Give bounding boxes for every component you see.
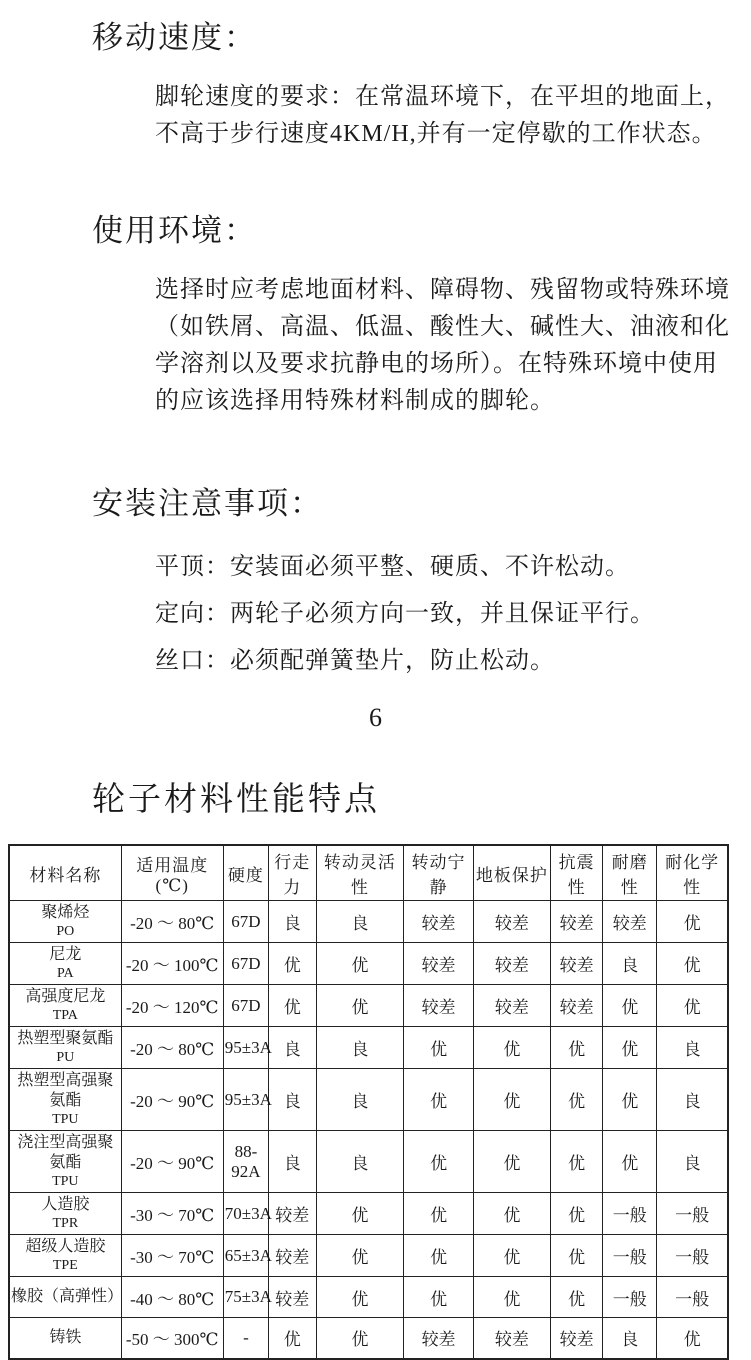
- material-code: PO: [56, 924, 75, 939]
- column-header: 材料名称: [9, 845, 121, 901]
- table-row: [9, 1235, 728, 1277]
- rating-cell: 优: [269, 1318, 316, 1359]
- rating-cell: 优: [269, 985, 316, 1027]
- table-row: [9, 1277, 728, 1318]
- rating-cell: 优: [404, 1131, 474, 1193]
- rating-cell: 优: [473, 1069, 550, 1131]
- rating-cell: 优: [657, 943, 728, 985]
- temperature-cell: -50 ～ 300℃: [121, 1318, 223, 1359]
- temperature-cell: -20 ～ 90℃: [121, 1069, 223, 1131]
- rating-cell: 优: [404, 1277, 474, 1318]
- material-name: 铸铁: [49, 1328, 82, 1346]
- rating-cell: 较差: [473, 943, 550, 985]
- material-name: 热塑型高强聚氨酯: [17, 1072, 114, 1109]
- column-header: 适用温度(℃): [121, 845, 223, 901]
- rating-cell: 较差: [404, 1318, 474, 1359]
- material-code: TPE: [52, 1258, 78, 1273]
- rating-cell: 较差: [550, 1318, 602, 1359]
- rating-cell: 优: [473, 1131, 550, 1193]
- material-name-cell: [9, 943, 121, 985]
- section-usage-environment: [0, 205, 751, 420]
- section-heading-moving-speed: 移动速度：: [92, 20, 257, 55]
- rating-cell: 较差: [404, 985, 474, 1027]
- rating-cell: 较差: [269, 1193, 316, 1235]
- rating-cell: 较差: [473, 985, 550, 1027]
- rating-cell: 一般: [657, 1193, 728, 1235]
- rating-cell: 一般: [657, 1277, 728, 1318]
- rating-cell: 优: [550, 1069, 602, 1131]
- hardness-cell: 75±3A: [223, 1277, 268, 1318]
- rating-cell: 良: [269, 901, 316, 943]
- rating-cell: 优: [473, 1277, 550, 1318]
- material-name-cell: [9, 1318, 121, 1359]
- rating-cell: 优: [550, 1131, 602, 1193]
- table-row: [9, 1069, 728, 1131]
- usage-environment-paragraph: 选择时应考虑地面材料、障碍物、残留物或特殊环境（如铁屑、高温、低温、酸性大、碱性大、油液和化学溶剂以及要求抗静电的场所）。在特殊环境中使用的应该选择用特殊材料制成的脚轮。: [155, 277, 730, 414]
- temperature-cell: -40 ～ 80℃: [121, 1277, 223, 1318]
- temperature-cell: -20 ～ 80℃: [121, 901, 223, 943]
- hardness-cell: 67D: [223, 943, 268, 985]
- material-name: 高强度尼龙: [25, 988, 106, 1005]
- rating-cell: 较差: [269, 1235, 316, 1277]
- temperature-cell: -20 ～ 90℃: [121, 1131, 223, 1193]
- rating-cell: 优: [657, 1318, 728, 1359]
- moving-speed-paragraph: 脚轮速度的要求：在常温环境下，在平坦的地面上，不高于步行速度4KM/H,并有一定停歇的工作状态。: [155, 84, 730, 147]
- material-name: 人造胶: [41, 1196, 90, 1213]
- rating-cell: 良: [657, 1069, 728, 1131]
- rating-cell: 较差: [550, 943, 602, 985]
- temperature-cell: -30 ～ 70℃: [121, 1193, 223, 1235]
- rating-cell: 优: [316, 943, 404, 985]
- rating-cell: 良: [316, 1069, 404, 1131]
- page-number: 6: [369, 703, 382, 732]
- rating-cell: 良: [603, 943, 657, 985]
- rating-cell: 较差: [404, 943, 474, 985]
- rating-cell: 优: [316, 1277, 404, 1318]
- column-header: 地板保护: [473, 845, 550, 901]
- rating-cell: 良: [657, 1131, 728, 1193]
- material-name-cell: [9, 1193, 121, 1235]
- rating-cell: 优: [404, 1069, 474, 1131]
- rating-cell: 优: [657, 901, 728, 943]
- table-row: [9, 901, 728, 943]
- rating-cell: 良: [316, 901, 404, 943]
- rating-cell: 一般: [603, 1277, 657, 1318]
- section-moving-speed: [0, 12, 751, 153]
- rating-cell: 优: [404, 1027, 474, 1069]
- section-heading-installation-notes: 安装注意事项：: [92, 486, 323, 521]
- rating-cell: 优: [404, 1193, 474, 1235]
- temperature-cell: -20 ～ 80℃: [121, 1027, 223, 1069]
- material-name-cell: [9, 1277, 124, 1318]
- rating-cell: 一般: [603, 1235, 657, 1277]
- rating-cell: 良: [603, 1318, 657, 1359]
- material-name-cell: [9, 1027, 121, 1069]
- rating-cell: 优: [603, 1069, 657, 1131]
- table-row: [9, 1318, 728, 1359]
- rating-cell: 较差: [550, 901, 602, 943]
- material-name: 尼龙: [49, 946, 82, 963]
- materials-table-title: 轮子材料性能特点: [92, 782, 380, 818]
- material-name-cell: [9, 1131, 121, 1193]
- temperature-cell: -30 ～ 70℃: [121, 1235, 223, 1277]
- rating-cell: 较差: [603, 901, 657, 943]
- rating-cell: 一般: [603, 1193, 657, 1235]
- column-header: 行走力: [269, 845, 316, 901]
- material-name: 超级人造胶: [25, 1238, 106, 1255]
- rating-cell: 优: [550, 1027, 602, 1069]
- rating-cell: 优: [550, 1235, 602, 1277]
- hardness-cell: 67D: [223, 985, 268, 1027]
- section-heading-usage-environment: 使用环境：: [92, 213, 257, 248]
- rating-cell: 良: [316, 1027, 404, 1069]
- material-code: TPU: [52, 1174, 79, 1189]
- table-row: [9, 985, 728, 1027]
- materials-table-body: [9, 901, 728, 1359]
- rating-cell: 优: [473, 1235, 550, 1277]
- column-header: 耐化学性: [657, 845, 728, 901]
- rating-cell: 优: [404, 1235, 474, 1277]
- rating-cell: 优: [603, 1131, 657, 1193]
- material-name: 热塑型聚氨酯: [17, 1030, 114, 1047]
- rating-cell: 较差: [550, 985, 602, 1027]
- rating-cell: 一般: [657, 1235, 728, 1277]
- rating-cell: 优: [316, 985, 404, 1027]
- rating-cell: 较差: [404, 901, 474, 943]
- rating-cell: 优: [550, 1277, 602, 1318]
- rating-cell: 较差: [269, 1277, 316, 1318]
- column-header: 耐磨性: [603, 845, 657, 901]
- installation-note-threaded: 丝口：必须配弹簧垫片，防止松动。: [155, 648, 555, 674]
- material-name-cell: [9, 1235, 121, 1277]
- rating-cell: 较差: [473, 1318, 550, 1359]
- temperature-cell: -20 ～ 120℃: [121, 985, 223, 1027]
- rating-cell: 优: [657, 985, 728, 1027]
- hardness-cell: 95±3A: [223, 1027, 268, 1069]
- installation-note-flat-top: 平顶：安装面必须平整、硬质、不许松动。: [155, 554, 630, 580]
- hardness-cell: 65±3A: [223, 1235, 268, 1277]
- column-header: 转动宁静: [404, 845, 474, 901]
- column-header: 硬度: [223, 845, 268, 901]
- materials-table-header-row: [9, 845, 728, 901]
- temperature-cell: -20 ～ 100℃: [121, 943, 223, 985]
- table-row: [9, 1131, 728, 1193]
- rating-cell: 优: [473, 1193, 550, 1235]
- rating-cell: 良: [316, 1131, 404, 1193]
- hardness-cell: 88-92A: [223, 1131, 268, 1193]
- material-name-cell: [9, 985, 121, 1027]
- rating-cell: 良: [269, 1131, 316, 1193]
- material-name-cell: [9, 901, 121, 943]
- material-name: 橡胶（高弹性）: [11, 1288, 124, 1305]
- rating-cell: 较差: [473, 901, 550, 943]
- table-row: [9, 1193, 728, 1235]
- rating-cell: 良: [269, 1069, 316, 1131]
- material-code: PA: [57, 966, 74, 981]
- material-code: TPA: [52, 1008, 78, 1023]
- material-code: PU: [56, 1050, 75, 1065]
- rating-cell: 优: [316, 1193, 404, 1235]
- section-installation-notes: [0, 478, 751, 677]
- rating-cell: 优: [316, 1318, 404, 1359]
- materials-table: [8, 844, 729, 1360]
- material-name: 浇注型高强聚氨酯: [17, 1134, 114, 1171]
- hardness-cell: 95±3A: [223, 1069, 268, 1131]
- rating-cell: 良: [657, 1027, 728, 1069]
- installation-note-fixed-direction: 定向：两轮子必须方向一致，并且保证平行。: [155, 601, 655, 627]
- rating-cell: 优: [316, 1235, 404, 1277]
- material-name: 聚烯烃: [41, 904, 90, 921]
- rating-cell: 优: [603, 985, 657, 1027]
- material-name-cell: [9, 1069, 121, 1131]
- column-header: 转动灵活性: [316, 845, 404, 901]
- hardness-cell: 67D: [223, 901, 268, 943]
- hardness-cell: -: [223, 1318, 268, 1359]
- material-code: TPU: [52, 1112, 79, 1127]
- hardness-cell: 70±3A: [223, 1193, 268, 1235]
- rating-cell: 优: [550, 1193, 602, 1235]
- rating-cell: 优: [603, 1027, 657, 1069]
- rating-cell: 优: [473, 1027, 550, 1069]
- table-row: [9, 1027, 728, 1069]
- column-header: 抗震性: [550, 845, 602, 901]
- table-row: [9, 943, 728, 985]
- rating-cell: 优: [269, 943, 316, 985]
- material-code: TPR: [52, 1216, 79, 1231]
- rating-cell: 良: [269, 1027, 316, 1069]
